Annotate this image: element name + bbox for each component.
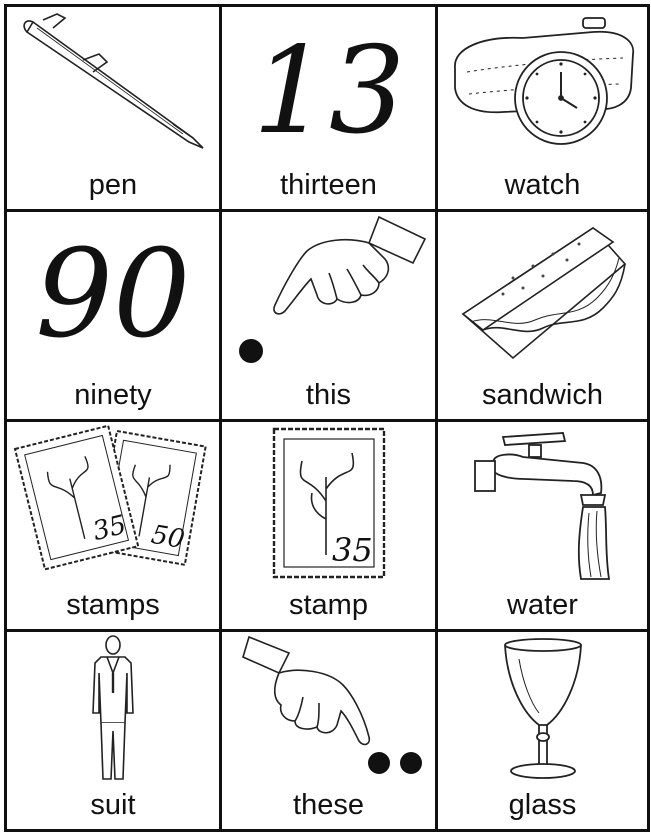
- stamp-icon: [254, 423, 404, 583]
- card-ninety: [4, 212, 222, 422]
- card-label: suit: [90, 789, 136, 821]
- vocabulary-grid: [4, 4, 650, 832]
- card-suit: [4, 632, 222, 832]
- card-label: stamps: [66, 589, 160, 621]
- glass-icon: [483, 633, 603, 783]
- card-label: this: [305, 379, 352, 411]
- pointing-hand-two-dots-icon: [229, 633, 429, 783]
- card-stamp: [222, 422, 438, 632]
- card-this: [222, 212, 438, 422]
- card-label: ninety: [74, 379, 152, 411]
- suit-icon: [73, 633, 153, 783]
- card-label: these: [293, 789, 364, 821]
- stamp-value: 35: [331, 530, 373, 569]
- card-water: [438, 422, 650, 632]
- stamps-icon: [7, 423, 219, 583]
- sandwich-icon: [443, 218, 643, 368]
- water-tap-icon: [453, 423, 633, 583]
- numeral-text: 90: [35, 222, 191, 365]
- pen-icon: [13, 10, 213, 160]
- card-glass: [438, 632, 650, 832]
- card-these: [222, 632, 438, 832]
- stamp-value: 50: [148, 519, 187, 555]
- card-sandwich: [438, 212, 650, 422]
- number-90-icon: [13, 218, 213, 368]
- card-label: pen: [88, 169, 138, 201]
- card-watch: [438, 4, 650, 212]
- card-pen: [4, 4, 222, 212]
- card-label: sandwich: [482, 379, 603, 411]
- card-stamps: [4, 422, 222, 632]
- card-label: stamp: [289, 589, 368, 621]
- card-label: thirteen: [280, 169, 377, 201]
- number-13-icon: [229, 10, 429, 160]
- card-label: water: [507, 589, 578, 621]
- card-thirteen: [222, 4, 438, 212]
- watch-icon: [443, 8, 643, 163]
- pointing-hand-one-dot-icon: [229, 213, 429, 373]
- card-label: glass: [508, 789, 577, 821]
- numeral-text: 13: [252, 22, 405, 160]
- stamp-value: 35: [89, 509, 130, 547]
- card-label: watch: [504, 169, 581, 201]
